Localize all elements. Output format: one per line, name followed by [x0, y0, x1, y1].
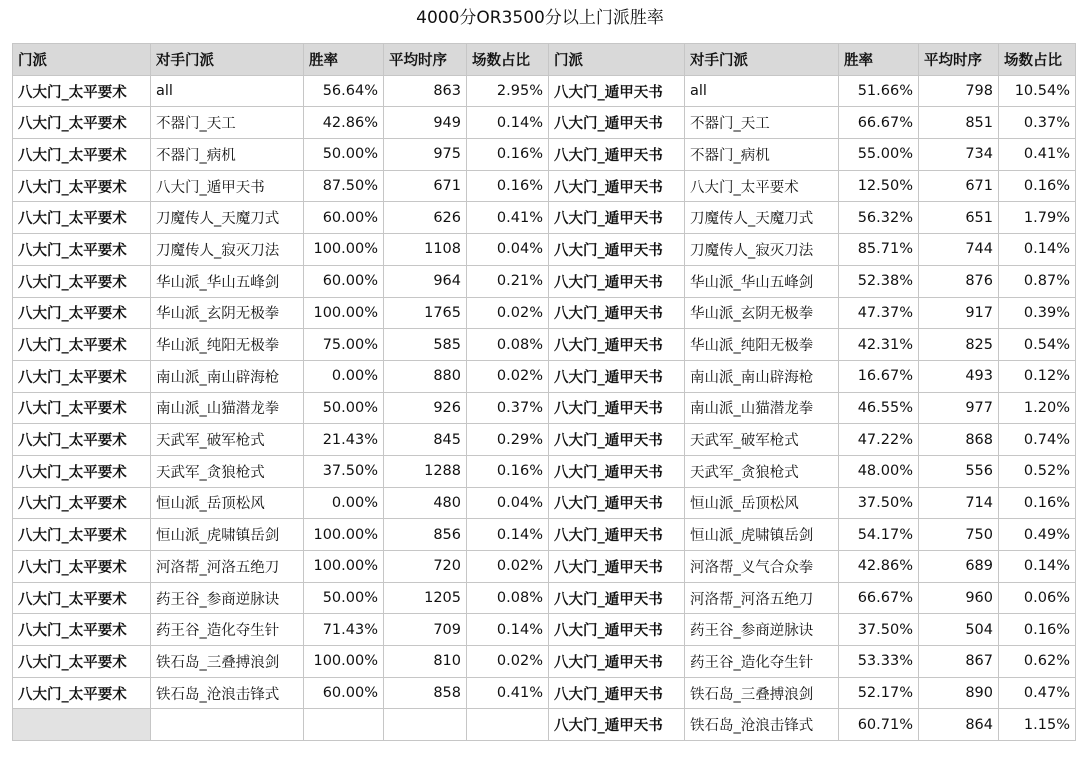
header-row	[13, 44, 1076, 76]
right-cell-match-share[interactable]: 0.41%	[999, 139, 1076, 171]
left-cell-avg-timing[interactable]	[384, 709, 467, 741]
header-cell[interactable]: 胜率	[304, 44, 384, 76]
left-cell-opponent[interactable]: all	[151, 75, 304, 107]
header-cell[interactable]: 胜率	[839, 44, 919, 76]
right-cell-win-rate[interactable]: 46.55%	[839, 392, 919, 424]
left-cell-opponent[interactable]: 南山派_南山辟海枪	[151, 360, 304, 392]
right-cell-win-rate[interactable]: 56.32%	[839, 202, 919, 234]
right-cell-win-rate[interactable]: 48.00%	[839, 455, 919, 487]
right-cell-avg-timing[interactable]: 556	[919, 455, 999, 487]
table-row	[13, 360, 1076, 392]
left-cell-match-share[interactable]: 0.02%	[467, 297, 549, 329]
right-cell-opponent[interactable]: 恒山派_岳顶松风	[685, 487, 839, 519]
table-row	[13, 582, 1076, 614]
right-cell-match-share[interactable]: 0.74%	[999, 424, 1076, 456]
left-cell-opponent[interactable]: 天武军_破军枪式	[151, 424, 304, 456]
right-cell-team[interactable]: 八大门_遁甲天书	[549, 455, 685, 487]
header-cell[interactable]: 场数占比	[999, 44, 1076, 76]
left-cell-win-rate[interactable]: 0.00%	[304, 487, 384, 519]
left-cell-opponent[interactable]: 恒山派_虎啸镇岳剑	[151, 519, 304, 551]
right-cell-avg-timing[interactable]: 876	[919, 265, 999, 297]
table-row	[13, 139, 1076, 171]
left-cell-team[interactable]: 八大门_太平要术	[13, 329, 151, 361]
right-cell-opponent[interactable]: 华山派_纯阳无极拳	[685, 329, 839, 361]
right-cell-match-share[interactable]: 1.20%	[999, 392, 1076, 424]
left-cell-opponent[interactable]: 不器门_天工	[151, 107, 304, 139]
right-cell-match-share[interactable]: 0.14%	[999, 551, 1076, 583]
left-cell-win-rate[interactable]: 37.50%	[304, 455, 384, 487]
left-cell-opponent[interactable]: 药王谷_造化夺生针	[151, 614, 304, 646]
right-cell-avg-timing[interactable]: 851	[919, 107, 999, 139]
right-cell-opponent[interactable]: 药王谷_造化夺生针	[685, 646, 839, 678]
right-cell-opponent[interactable]: 恒山派_虎啸镇岳剑	[685, 519, 839, 551]
table-row	[13, 392, 1076, 424]
right-cell-match-share[interactable]: 0.06%	[999, 582, 1076, 614]
right-cell-avg-timing[interactable]: 671	[919, 170, 999, 202]
table-row	[13, 455, 1076, 487]
right-cell-team[interactable]: 八大门_遁甲天书	[549, 75, 685, 107]
left-cell-team[interactable]: 八大门_太平要术	[13, 614, 151, 646]
left-cell-team[interactable]: 八大门_太平要术	[13, 519, 151, 551]
left-cell-team[interactable]: 八大门_太平要术	[13, 360, 151, 392]
right-cell-win-rate[interactable]: 12.50%	[839, 170, 919, 202]
right-cell-team[interactable]: 八大门_遁甲天书	[549, 107, 685, 139]
table-row	[13, 202, 1076, 234]
right-cell-win-rate[interactable]: 66.67%	[839, 582, 919, 614]
header-cell[interactable]: 平均时序	[384, 44, 467, 76]
right-cell-opponent[interactable]: 药王谷_参商逆脉诀	[685, 614, 839, 646]
right-cell-avg-timing[interactable]: 977	[919, 392, 999, 424]
table-row	[13, 107, 1076, 139]
left-cell-avg-timing[interactable]: 856	[384, 519, 467, 551]
left-cell-team[interactable]: 八大门_太平要术	[13, 265, 151, 297]
right-cell-match-share[interactable]: 0.47%	[999, 677, 1076, 709]
left-cell-avg-timing[interactable]: 975	[384, 139, 467, 171]
right-cell-win-rate[interactable]: 60.71%	[839, 709, 919, 741]
table-row	[13, 551, 1076, 583]
right-cell-avg-timing[interactable]: 960	[919, 582, 999, 614]
table-row	[13, 614, 1076, 646]
right-cell-match-share[interactable]: 0.37%	[999, 107, 1076, 139]
left-cell-match-share[interactable]: 0.02%	[467, 551, 549, 583]
right-cell-avg-timing[interactable]: 493	[919, 360, 999, 392]
right-cell-match-share[interactable]: 0.54%	[999, 329, 1076, 361]
left-cell-opponent[interactable]: 八大门_遁甲天书	[151, 170, 304, 202]
right-cell-team[interactable]: 八大门_遁甲天书	[549, 265, 685, 297]
right-cell-avg-timing[interactable]: 867	[919, 646, 999, 678]
left-cell-win-rate[interactable]: 50.00%	[304, 392, 384, 424]
right-cell-match-share[interactable]: 0.87%	[999, 265, 1076, 297]
left-cell-avg-timing[interactable]: 858	[384, 677, 467, 709]
left-cell-win-rate[interactable]: 60.00%	[304, 202, 384, 234]
right-cell-win-rate[interactable]: 37.50%	[839, 614, 919, 646]
left-cell-opponent[interactable]: 刀魔传人_天魔刀式	[151, 202, 304, 234]
left-cell-avg-timing[interactable]: 626	[384, 202, 467, 234]
left-cell-win-rate[interactable]: 100.00%	[304, 234, 384, 266]
right-cell-match-share[interactable]: 0.39%	[999, 297, 1076, 329]
right-cell-win-rate[interactable]: 16.67%	[839, 360, 919, 392]
left-cell-match-share[interactable]: 0.02%	[467, 646, 549, 678]
right-cell-win-rate[interactable]: 55.00%	[839, 139, 919, 171]
right-cell-avg-timing[interactable]: 798	[919, 75, 999, 107]
right-cell-team[interactable]: 八大门_遁甲天书	[549, 424, 685, 456]
right-cell-win-rate[interactable]: 54.17%	[839, 519, 919, 551]
left-cell-team[interactable]: 八大门_太平要术	[13, 582, 151, 614]
left-cell-team[interactable]: 八大门_太平要术	[13, 170, 151, 202]
left-cell-win-rate[interactable]: 100.00%	[304, 519, 384, 551]
left-cell-win-rate[interactable]: 42.86%	[304, 107, 384, 139]
left-cell-team[interactable]: 八大门_太平要术	[13, 139, 151, 171]
left-cell-win-rate[interactable]: 100.00%	[304, 297, 384, 329]
right-cell-team[interactable]: 八大门_遁甲天书	[549, 551, 685, 583]
left-cell-team[interactable]: 八大门_太平要术	[13, 646, 151, 678]
right-cell-team[interactable]: 八大门_遁甲天书	[549, 360, 685, 392]
table-row	[13, 487, 1076, 519]
left-cell-match-share[interactable]: 0.08%	[467, 329, 549, 361]
left-cell-avg-timing[interactable]: 1288	[384, 455, 467, 487]
header-cell[interactable]: 门派	[13, 44, 151, 76]
left-cell-team[interactable]: 八大门_太平要术	[13, 75, 151, 107]
right-cell-avg-timing[interactable]: 864	[919, 709, 999, 741]
table-body	[13, 75, 1076, 740]
left-cell-team[interactable]: 八大门_太平要术	[13, 234, 151, 266]
left-cell-opponent[interactable]: 恒山派_岳顶松风	[151, 487, 304, 519]
left-cell-avg-timing[interactable]: 709	[384, 614, 467, 646]
right-cell-match-share[interactable]: 0.49%	[999, 519, 1076, 551]
right-cell-win-rate[interactable]: 52.38%	[839, 265, 919, 297]
left-cell-opponent[interactable]	[151, 709, 304, 741]
left-cell-avg-timing[interactable]: 810	[384, 646, 467, 678]
left-cell-opponent[interactable]: 不器门_病机	[151, 139, 304, 171]
table-row	[13, 170, 1076, 202]
table-row	[13, 329, 1076, 361]
table-row	[13, 297, 1076, 329]
right-cell-match-share[interactable]: 0.12%	[999, 360, 1076, 392]
right-cell-match-share[interactable]: 1.15%	[999, 709, 1076, 741]
right-cell-team[interactable]: 八大门_遁甲天书	[549, 614, 685, 646]
right-cell-opponent[interactable]: 天武军_贪狼枪式	[685, 455, 839, 487]
table-row	[13, 709, 1076, 741]
right-cell-team[interactable]: 八大门_遁甲天书	[549, 170, 685, 202]
left-cell-team[interactable]: 八大门_太平要术	[13, 424, 151, 456]
right-cell-opponent[interactable]: 刀魔传人_寂灭刀法	[685, 234, 839, 266]
right-cell-team[interactable]: 八大门_遁甲天书	[549, 677, 685, 709]
right-cell-team[interactable]: 八大门_遁甲天书	[549, 392, 685, 424]
left-cell-match-share[interactable]: 0.16%	[467, 139, 549, 171]
right-cell-match-share[interactable]: 0.16%	[999, 614, 1076, 646]
right-cell-opponent[interactable]: 铁石岛_三叠搏浪剑	[685, 677, 839, 709]
left-cell-team[interactable]: 八大门_太平要术	[13, 455, 151, 487]
right-cell-avg-timing[interactable]: 825	[919, 329, 999, 361]
right-cell-win-rate[interactable]: 42.31%	[839, 329, 919, 361]
left-cell-opponent[interactable]: 华山派_华山五峰剑	[151, 265, 304, 297]
left-cell-avg-timing[interactable]: 1108	[384, 234, 467, 266]
left-cell-team[interactable]: 八大门_太平要术	[13, 297, 151, 329]
left-cell-win-rate[interactable]: 60.00%	[304, 677, 384, 709]
table-row	[13, 646, 1076, 678]
left-cell-match-share[interactable]: 0.41%	[467, 677, 549, 709]
left-cell-match-share[interactable]: 0.16%	[467, 455, 549, 487]
left-cell-match-share[interactable]: 0.29%	[467, 424, 549, 456]
left-cell-team[interactable]: 八大门_太平要术	[13, 677, 151, 709]
left-cell-match-share[interactable]: 0.16%	[467, 170, 549, 202]
right-cell-team[interactable]: 八大门_遁甲天书	[549, 202, 685, 234]
right-cell-avg-timing[interactable]: 504	[919, 614, 999, 646]
left-cell-match-share[interactable]: 0.14%	[467, 519, 549, 551]
left-cell-opponent[interactable]: 华山派_纯阳无极拳	[151, 329, 304, 361]
left-cell-opponent[interactable]: 药王谷_参商逆脉诀	[151, 582, 304, 614]
left-cell-opponent[interactable]: 刀魔传人_寂灭刀法	[151, 234, 304, 266]
right-cell-team[interactable]: 八大门_遁甲天书	[549, 297, 685, 329]
left-cell-opponent[interactable]: 天武军_贪狼枪式	[151, 455, 304, 487]
right-cell-match-share[interactable]: 1.79%	[999, 202, 1076, 234]
left-cell-match-share[interactable]: 0.08%	[467, 582, 549, 614]
table-row	[13, 519, 1076, 551]
left-cell-win-rate[interactable]: 21.43%	[304, 424, 384, 456]
right-cell-avg-timing[interactable]: 734	[919, 139, 999, 171]
left-cell-avg-timing[interactable]: 1765	[384, 297, 467, 329]
right-cell-match-share[interactable]: 0.62%	[999, 646, 1076, 678]
right-cell-win-rate[interactable]: 53.33%	[839, 646, 919, 678]
right-cell-avg-timing[interactable]: 890	[919, 677, 999, 709]
right-cell-avg-timing[interactable]: 651	[919, 202, 999, 234]
left-cell-win-rate[interactable]: 100.00%	[304, 646, 384, 678]
right-cell-match-share[interactable]: 0.14%	[999, 234, 1076, 266]
left-cell-win-rate[interactable]: 71.43%	[304, 614, 384, 646]
right-cell-opponent[interactable]: 华山派_华山五峰剑	[685, 265, 839, 297]
right-cell-opponent[interactable]: 南山派_山猫潜龙拳	[685, 392, 839, 424]
left-cell-avg-timing[interactable]: 585	[384, 329, 467, 361]
left-cell-opponent[interactable]: 铁石岛_沧浪击锋式	[151, 677, 304, 709]
right-cell-avg-timing[interactable]: 744	[919, 234, 999, 266]
right-cell-opponent[interactable]: 华山派_玄阴无极拳	[685, 297, 839, 329]
right-cell-team[interactable]: 八大门_遁甲天书	[549, 582, 685, 614]
right-cell-opponent[interactable]: 刀魔传人_天魔刀式	[685, 202, 839, 234]
left-cell-win-rate[interactable]: 50.00%	[304, 582, 384, 614]
header-cell[interactable]: 场数占比	[467, 44, 549, 76]
right-cell-win-rate[interactable]: 85.71%	[839, 234, 919, 266]
right-cell-team[interactable]: 八大门_遁甲天书	[549, 329, 685, 361]
right-cell-opponent[interactable]: 河洛帮_河洛五绝刀	[685, 582, 839, 614]
left-cell-match-share[interactable]: 0.37%	[467, 392, 549, 424]
left-cell-team[interactable]	[13, 709, 151, 741]
left-cell-team[interactable]: 八大门_太平要术	[13, 202, 151, 234]
left-cell-win-rate[interactable]: 75.00%	[304, 329, 384, 361]
left-cell-avg-timing[interactable]: 720	[384, 551, 467, 583]
right-cell-match-share[interactable]: 10.54%	[999, 75, 1076, 107]
left-cell-match-share[interactable]: 2.95%	[467, 75, 549, 107]
left-cell-match-share[interactable]: 0.04%	[467, 487, 549, 519]
left-cell-avg-timing[interactable]: 926	[384, 392, 467, 424]
table-row	[13, 424, 1076, 456]
right-cell-opponent[interactable]: 铁石岛_沧浪击锋式	[685, 709, 839, 741]
left-cell-match-share[interactable]	[467, 709, 549, 741]
left-cell-opponent[interactable]: 铁石岛_三叠搏浪剑	[151, 646, 304, 678]
table-row	[13, 265, 1076, 297]
right-cell-avg-timing[interactable]: 868	[919, 424, 999, 456]
left-cell-match-share[interactable]: 0.14%	[467, 107, 549, 139]
left-cell-match-share[interactable]: 0.21%	[467, 265, 549, 297]
left-cell-team[interactable]: 八大门_太平要术	[13, 487, 151, 519]
right-cell-avg-timing[interactable]: 750	[919, 519, 999, 551]
right-cell-opponent[interactable]: 八大门_太平要术	[685, 170, 839, 202]
left-cell-win-rate[interactable]: 56.64%	[304, 75, 384, 107]
right-cell-avg-timing[interactable]: 714	[919, 487, 999, 519]
left-cell-match-share[interactable]: 0.41%	[467, 202, 549, 234]
left-cell-opponent[interactable]: 南山派_山猫潜龙拳	[151, 392, 304, 424]
page-title: 4000分OR3500分以上门派胜率	[416, 8, 664, 28]
right-cell-opponent[interactable]: 不器门_病机	[685, 139, 839, 171]
right-cell-team[interactable]: 八大门_遁甲天书	[549, 519, 685, 551]
left-cell-win-rate[interactable]: 50.00%	[304, 139, 384, 171]
left-cell-opponent[interactable]: 华山派_玄阴无极拳	[151, 297, 304, 329]
win-rate-table	[12, 43, 1076, 741]
right-cell-opponent[interactable]: all	[685, 75, 839, 107]
right-cell-team[interactable]: 八大门_遁甲天书	[549, 646, 685, 678]
left-cell-win-rate[interactable]: 87.50%	[304, 170, 384, 202]
right-cell-win-rate[interactable]: 37.50%	[839, 487, 919, 519]
left-cell-avg-timing[interactable]: 1205	[384, 582, 467, 614]
left-cell-win-rate[interactable]: 100.00%	[304, 551, 384, 583]
right-cell-opponent[interactable]: 天武军_破军枪式	[685, 424, 839, 456]
left-cell-win-rate[interactable]: 0.00%	[304, 360, 384, 392]
left-cell-avg-timing[interactable]: 880	[384, 360, 467, 392]
left-cell-avg-timing[interactable]: 671	[384, 170, 467, 202]
right-cell-avg-timing[interactable]: 917	[919, 297, 999, 329]
header-cell[interactable]: 对手门派	[685, 44, 839, 76]
right-cell-win-rate[interactable]: 51.66%	[839, 75, 919, 107]
left-cell-match-share[interactable]: 0.04%	[467, 234, 549, 266]
left-cell-win-rate[interactable]	[304, 709, 384, 741]
left-cell-team[interactable]: 八大门_太平要术	[13, 107, 151, 139]
left-cell-team[interactable]: 八大门_太平要术	[13, 392, 151, 424]
right-cell-team[interactable]: 八大门_遁甲天书	[549, 234, 685, 266]
right-cell-opponent[interactable]: 南山派_南山辟海枪	[685, 360, 839, 392]
left-cell-avg-timing[interactable]: 863	[384, 75, 467, 107]
right-cell-match-share[interactable]: 0.16%	[999, 170, 1076, 202]
left-cell-opponent[interactable]: 河洛帮_河洛五绝刀	[151, 551, 304, 583]
right-cell-opponent[interactable]: 河洛帮_义气合众拳	[685, 551, 839, 583]
left-cell-match-share[interactable]: 0.02%	[467, 360, 549, 392]
header-cell[interactable]: 平均时序	[919, 44, 999, 76]
table-row	[13, 234, 1076, 266]
right-cell-win-rate[interactable]: 42.86%	[839, 551, 919, 583]
right-cell-avg-timing[interactable]: 689	[919, 551, 999, 583]
right-cell-win-rate[interactable]: 52.17%	[839, 677, 919, 709]
left-cell-match-share[interactable]: 0.14%	[467, 614, 549, 646]
left-cell-avg-timing[interactable]: 845	[384, 424, 467, 456]
table-row	[13, 75, 1076, 107]
left-cell-avg-timing[interactable]: 480	[384, 487, 467, 519]
left-cell-win-rate[interactable]: 60.00%	[304, 265, 384, 297]
right-cell-opponent[interactable]: 不器门_天工	[685, 107, 839, 139]
table-row	[13, 677, 1076, 709]
right-cell-team[interactable]: 八大门_遁甲天书	[549, 139, 685, 171]
header-cell[interactable]: 对手门派	[151, 44, 304, 76]
right-cell-win-rate[interactable]: 47.22%	[839, 424, 919, 456]
left-cell-avg-timing[interactable]: 964	[384, 265, 467, 297]
left-cell-team[interactable]: 八大门_太平要术	[13, 551, 151, 583]
header-cell[interactable]: 门派	[549, 44, 685, 76]
right-cell-win-rate[interactable]: 47.37%	[839, 297, 919, 329]
right-cell-match-share[interactable]: 0.16%	[999, 487, 1076, 519]
right-cell-team[interactable]: 八大门_遁甲天书	[549, 709, 685, 741]
right-cell-team[interactable]: 八大门_遁甲天书	[549, 487, 685, 519]
right-cell-match-share[interactable]: 0.52%	[999, 455, 1076, 487]
right-cell-win-rate[interactable]: 66.67%	[839, 107, 919, 139]
left-cell-avg-timing[interactable]: 949	[384, 107, 467, 139]
